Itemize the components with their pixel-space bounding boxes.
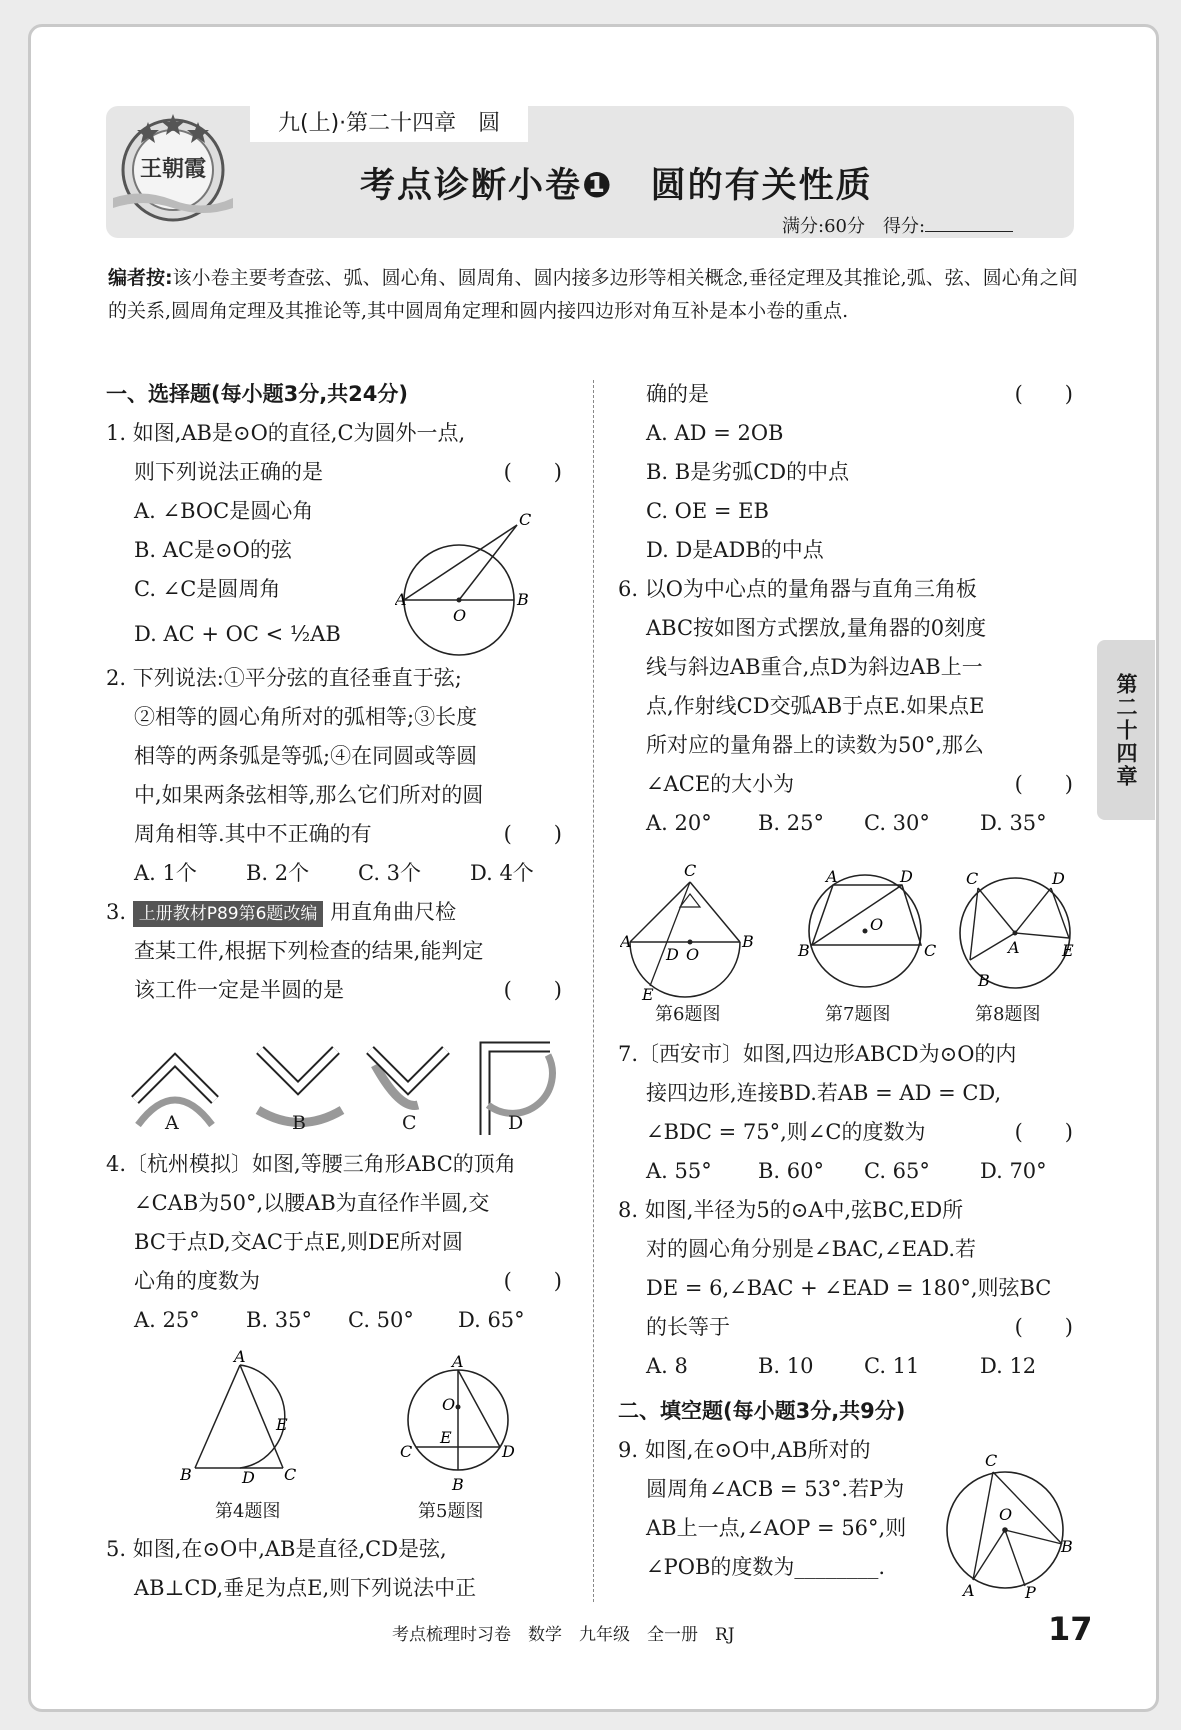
right-column — [618, 375, 1073, 843]
svg-text:D: D — [900, 868, 913, 886]
svg-text:D: D — [242, 1468, 255, 1487]
q5-caption: 第5题图 — [418, 1501, 484, 1522]
svg-text:A: A — [234, 1350, 246, 1366]
q6-line2: ABC按如图方式摆放,量角器的0刻度 — [646, 616, 987, 640]
svg-text:C: C — [985, 1452, 998, 1470]
svg-text:B: B — [517, 590, 529, 609]
svg-text:C: C — [924, 941, 937, 960]
q7-caption: 第7题图 — [825, 1004, 891, 1025]
q4-stem: 心角的度数为 — [134, 1269, 260, 1293]
q3-stem-1: 用直角曲尺检 — [330, 900, 457, 924]
q6-caption: 第6题图 — [655, 1004, 721, 1025]
q2-options — [106, 854, 562, 893]
q5-stem: 确的是 — [646, 382, 709, 406]
q4-line3: BC于点D,交AC于点E,则DE所对圆 — [134, 1230, 464, 1254]
svg-text:O: O — [870, 915, 884, 934]
q4-caption: 第4题图 — [215, 1501, 281, 1522]
q1-line2 — [106, 453, 562, 492]
q6-option-a: A. 20° — [646, 811, 712, 835]
q7-options — [618, 1152, 1073, 1191]
q6-line1: 6. 以O为中心点的量角器与直角三角板 — [618, 577, 977, 601]
q5-option-c: C. OE = EB — [646, 499, 769, 523]
page-title: 考点诊断小卷❶ 圆的有关性质 — [360, 166, 873, 206]
q6-line4: 点,作射线CD交弧AB于点E.如果点E — [646, 694, 985, 718]
q4-option-a: A. 25° — [134, 1308, 200, 1332]
q5-answer-paren[interactable]: ( ) — [1014, 382, 1073, 406]
q3-source-tag: 上册教材P89第6题改编 — [133, 901, 324, 927]
svg-text:C: C — [519, 510, 532, 529]
q4-answer-paren[interactable]: ( ) — [503, 1269, 562, 1293]
q2-option-b: B. 2个 — [246, 861, 310, 885]
left-column-lower — [106, 1145, 562, 1340]
q5-line3 — [618, 375, 1073, 414]
q9-line2: 圆周角∠ACB = 53°.若P为 — [646, 1477, 905, 1501]
svg-text:E: E — [642, 985, 654, 1002]
q7-option-b: B. 60° — [758, 1159, 825, 1183]
chapter-label: 九(上)·第二十四章 圆 — [250, 106, 528, 142]
q2-line4: 中,如果两条弦相等,那么它们所对的圆 — [134, 783, 484, 807]
q1-option-a: A. ∠BOC是圆心角 — [134, 499, 314, 523]
q8-option-c: C. 11 — [864, 1354, 920, 1378]
q7-stem: ∠BDC = 75°,则∠C的度数为 — [646, 1120, 926, 1144]
svg-text:A: A — [826, 868, 838, 886]
editor-note-text: 该小卷主要考查弦、弧、圆心角、圆周角、圆内接多边形等相关概念,垂径定理及其推论,弧、弦、圆心角之间的关系,圆周角定理及其推论等,其中圆周角定理和圆内接四边形对角互补是本小卷的重点. — [108, 267, 1078, 322]
svg-text:O: O — [453, 606, 467, 625]
q8-line3: DE = 6,∠BAC + ∠EAD = 180°,则弦BC — [646, 1276, 1052, 1300]
svg-text:O: O — [999, 1505, 1013, 1524]
q6-options — [618, 804, 1073, 843]
svg-text:O: O — [686, 945, 700, 964]
q6-line6 — [618, 765, 1073, 804]
q2-line1: 2. 下列说法:①平分弦的直径垂直于弦; — [106, 666, 462, 690]
q8-answer-paren[interactable]: ( ) — [1014, 1315, 1073, 1339]
q5-line2: AB⊥CD,垂足为点E,则下列说法中正 — [134, 1576, 477, 1600]
q5-option-a: A. AD = 2OB — [646, 421, 784, 445]
score-line — [782, 212, 1013, 238]
q3-label-b: B — [292, 1112, 306, 1134]
publisher-logo — [108, 108, 238, 226]
footer-text: 考点梳理时习卷 数学 九年级 全一册 RJ — [392, 1625, 735, 1645]
q8-option-a: A. 8 — [646, 1354, 688, 1378]
svg-text:C: C — [684, 862, 697, 880]
svg-text:D: D — [502, 1442, 515, 1461]
q1-option-b: B. AC是⊙O的弦 — [134, 538, 292, 562]
q8-figure — [958, 868, 1078, 998]
q2-option-d: D. 4个 — [470, 861, 534, 885]
q5-option-d: D. D是ADB的中点 — [646, 538, 824, 562]
svg-text:E: E — [276, 1415, 288, 1434]
svg-text:B: B — [452, 1475, 464, 1494]
q5-option-b: B. B是劣弧CD的中点 — [646, 460, 850, 484]
q4-option-b: B. 35° — [246, 1308, 313, 1332]
editor-note-label: 编者按: — [108, 267, 173, 289]
q5-line1: 5. 如图,在⊙O中,AB是直径,CD是弦, — [106, 1537, 447, 1561]
q3-line2: 查某工件,根据下列检查的结果,能判定 — [134, 939, 484, 963]
q3-label-c: C — [402, 1112, 417, 1134]
q2-line2: ②相等的圆心角所对的弧相等;③长度 — [134, 705, 478, 729]
q7-answer-paren[interactable]: ( ) — [1014, 1120, 1073, 1144]
q7-option-a: A. 55° — [646, 1159, 712, 1183]
q3-figures — [130, 1035, 560, 1145]
q3-number: 3. — [106, 900, 127, 924]
svg-text:A: A — [1008, 938, 1020, 957]
q2-line5 — [106, 815, 562, 854]
left-column-q5 — [106, 1530, 562, 1608]
q4-option-d: D. 65° — [458, 1308, 525, 1332]
score-blank[interactable] — [925, 231, 1013, 232]
svg-text:D: D — [1052, 869, 1065, 888]
svg-text:B: B — [742, 932, 754, 951]
q1-option-c: C. ∠C是圆周角 — [134, 577, 281, 601]
q6-stem: ∠ACE的大小为 — [646, 772, 795, 796]
svg-text:E: E — [440, 1428, 452, 1447]
q4-figure — [180, 1350, 320, 1490]
svg-text:P: P — [1025, 1583, 1036, 1600]
svg-text:B: B — [978, 971, 990, 990]
q3-stem-3: 该工件一定是半圆的是 — [134, 978, 344, 1002]
q8-caption: 第8题图 — [975, 1004, 1041, 1025]
q2-stem: 周角相等.其中不正确的有 — [134, 822, 372, 846]
q4-line1: 4.〔杭州模拟〕如图,等腰三角形ABC的顶角 — [106, 1152, 516, 1176]
q6-option-b: B. 25° — [758, 811, 825, 835]
q2-option-a: A. 1个 — [134, 861, 197, 885]
svg-text:C: C — [284, 1465, 297, 1484]
q4-line4 — [106, 1262, 562, 1301]
q1-line1: 1. 如图,AB是⊙O的直径,C为圆外一点, — [106, 421, 466, 445]
svg-text:C: C — [966, 869, 979, 888]
q9-line1: 9. 如图,在⊙O中,AB所对的 — [618, 1438, 871, 1462]
q7-option-c: C. 65° — [864, 1159, 930, 1183]
q6-line3: 线与斜边AB重合,点D为斜边AB上一 — [646, 655, 983, 679]
q6-option-c: C. 30° — [864, 811, 930, 835]
svg-text:A: A — [963, 1581, 975, 1600]
editor-note — [108, 262, 1078, 328]
svg-text:A: A — [452, 1355, 464, 1371]
section-title-choice: 一、选择题(每小题3分,共24分) — [106, 382, 409, 406]
svg-text:E: E — [1062, 941, 1074, 960]
q6-figure — [620, 862, 760, 1002]
q3-answer-paren[interactable]: ( ) — [503, 978, 562, 1002]
q9-figure — [945, 1452, 1075, 1600]
q1-answer-paren[interactable]: ( ) — [503, 460, 562, 484]
svg-text:A: A — [395, 590, 407, 609]
q9-line4[interactable]: ∠POB的度数为________. — [646, 1555, 886, 1579]
q5-figure — [398, 1355, 518, 1495]
q8-line4 — [618, 1308, 1073, 1347]
q8-line1: 8. 如图,半径为5的⊙A中,弦BC,ED所 — [618, 1198, 964, 1222]
q9-line3: AB上一点,∠AOP = 56°,则 — [646, 1516, 907, 1540]
svg-text:B: B — [180, 1465, 192, 1484]
q3-line3 — [106, 971, 562, 1010]
q3-line1 — [106, 893, 562, 932]
left-column — [106, 375, 562, 1010]
q2-answer-paren[interactable]: ( ) — [503, 822, 562, 846]
q6-option-d: D. 35° — [980, 811, 1047, 835]
svg-text:O: O — [442, 1395, 456, 1414]
q8-option-b: B. 10 — [758, 1354, 814, 1378]
column-divider — [593, 380, 594, 1602]
q7-option-d: D. 70° — [980, 1159, 1047, 1183]
q3-label-a: A — [165, 1112, 179, 1134]
q2-option-c: C. 3个 — [358, 861, 422, 885]
svg-text:B: B — [1061, 1537, 1073, 1556]
q4-line2: ∠CAB为50°,以腰AB为直径作半圆,交 — [134, 1191, 490, 1215]
score-label: 满分:60分 得分: — [782, 216, 926, 237]
q8-stem: 的长等于 — [646, 1315, 730, 1339]
q6-line5: 所对应的量角器上的读数为50°,那么 — [646, 733, 984, 757]
q1-option-d: D. AC + OC < ½AB — [134, 622, 341, 646]
q6-answer-paren[interactable]: ( ) — [1014, 772, 1073, 796]
q7-line3 — [618, 1113, 1073, 1152]
svg-text:D: D — [666, 945, 679, 964]
svg-text:B: B — [798, 941, 810, 960]
q3-label-d: D — [508, 1112, 524, 1134]
page-number: 17 — [1048, 1610, 1093, 1648]
svg-text:A: A — [620, 932, 632, 951]
q8-option-d: D. 12 — [980, 1354, 1037, 1378]
q4-option-c: C. 50° — [348, 1308, 414, 1332]
q8-line2: 对的圆心角分别是∠BAC,∠EAD.若 — [646, 1237, 977, 1261]
q1-figure — [395, 505, 555, 665]
svg-text:C: C — [400, 1442, 413, 1461]
chapter-side-tab[interactable]: 第二十四章 — [1097, 640, 1155, 820]
q7-figure — [790, 868, 940, 998]
q4-options — [106, 1301, 562, 1340]
q7-line2: 接四边形,连接BD.若AB = AD = CD, — [646, 1081, 1002, 1105]
svg-text:王朝霞: 王朝霞 — [139, 156, 207, 182]
q8-options — [618, 1347, 1073, 1386]
q1-stem: 则下列说法正确的是 — [134, 460, 323, 484]
q2-line3: 相等的两条弧是等弧;④在同圆或等圆 — [134, 744, 478, 768]
q7-line1: 7.〔西安市〕如图,四边形ABCD为⊙O的内 — [618, 1042, 1017, 1066]
section-title-fill: 二、填空题(每小题3分,共9分) — [618, 1399, 906, 1423]
